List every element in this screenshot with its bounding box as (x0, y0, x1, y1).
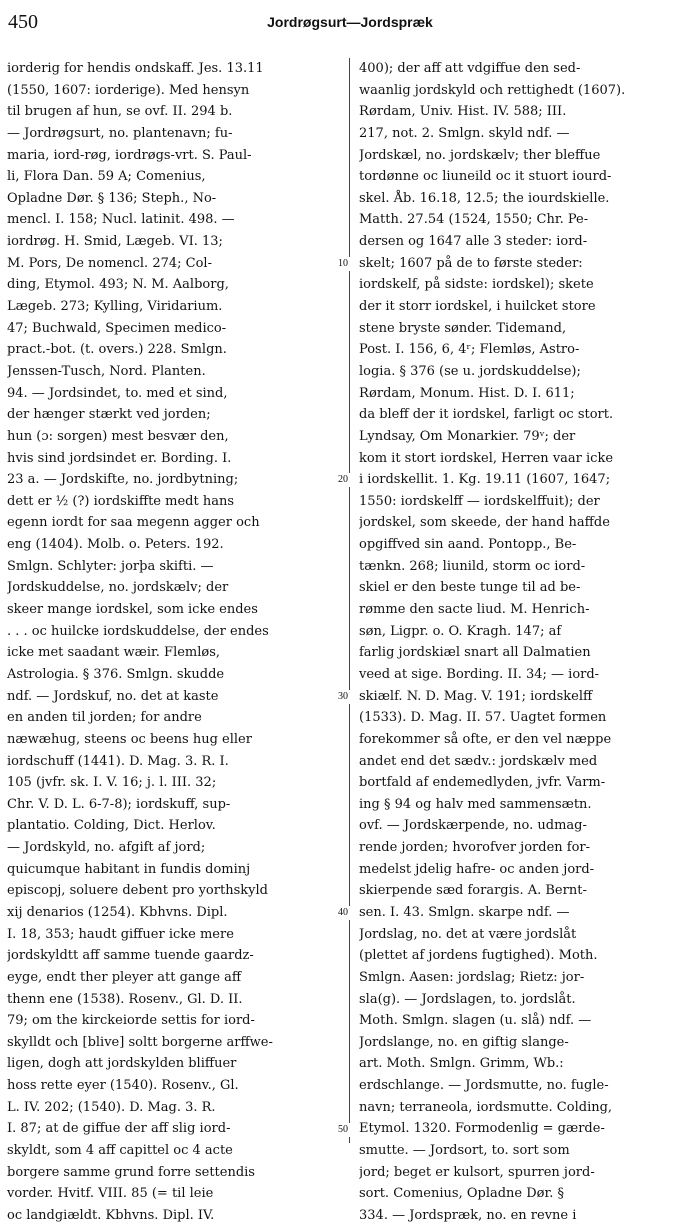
text-line: Moth. Smlgn. slagen (u. slå) ndf. — (359, 1013, 592, 1029)
text-line: hvis sind jordsindet er. Bording. I. (7, 450, 232, 466)
text-line: vorder. Hvitf. VIII. 85 (= til leie (7, 1186, 214, 1202)
text-line: iordschuff (1441). D. Mag. 3. R. I. (7, 753, 229, 769)
text-line: kom it stort iordskel, Herren vaar icke (359, 450, 614, 466)
text-line: waanlig jordskyld och rettighedt (1607). (359, 82, 626, 98)
text-line: li, Flora Dan. 59 A; Comenius, (7, 169, 206, 185)
text-line: egenn iordt for saa megenn agger och (7, 515, 260, 531)
page-header (8, 8, 692, 36)
text-line: Jordslange, no. en giftig slange- (359, 1034, 569, 1050)
text-line: Jordslag, no. det at være jordslåt (359, 926, 577, 942)
text-line: L. IV. 202; (1540). D. Mag. 3. R. (7, 1099, 216, 1115)
text-line: plantatio. Colding, Dict. Herlov. (7, 818, 216, 834)
text-line: Post. I. 156, 6, 4ʳ; Flemløs, Astro- (359, 342, 580, 358)
text-line: (1533). D. Mag. II. 57. Uagtet formen (359, 710, 607, 726)
text-line: næwæhug, steens oc beens hug eller (7, 731, 252, 747)
text-line: jordskyldtt aff samme tuende gaardz- (7, 948, 254, 964)
text-line: ovf. — Jordskærpende, no. udmag- (359, 818, 587, 834)
text-line: dersen og 1647 alle 3 steder: iord- (359, 234, 588, 250)
text-line: stene bryste sønder. Tidemand, (359, 320, 567, 336)
line-number: 10 (333, 257, 353, 271)
page-number: 450 (8, 11, 38, 33)
text-line: til brugen af hun, se ovf. II. 294 b. (7, 104, 233, 120)
text-line: Lægeb. 273; Kylling, Viridarium. (7, 299, 223, 315)
text-line: rende jorden; hvorofver jorden for- (359, 840, 591, 856)
text-line: sen. I. 43. Smlgn. skarpe ndf. — (359, 904, 570, 920)
text-line: sort. Comenius, Opladne Dør. § (359, 1186, 565, 1202)
text-line: — Jordrøgsurt, no. plantenavn; fu- (7, 125, 233, 141)
text-line: skiel er den beste tunge til ad be- (359, 580, 581, 596)
text-line: skeer mange iordskel, som icke endes (7, 602, 258, 618)
text-line: . . . oc huilcke iordskuddelse, der endes (7, 623, 269, 639)
text-line: smutte. — Jordsort, to. sort som (359, 1143, 570, 1159)
text-line: ding, Etymol. 493; N. M. Aalborg, (7, 277, 229, 293)
text-line: borgere samme grund forre settendis (7, 1164, 255, 1180)
line-number: 40 (333, 906, 353, 920)
text-line: eyge, endt ther pleyer att gange aff (7, 969, 242, 985)
text-line: opgiffved sin aand. Pontopp., Be- (359, 537, 577, 553)
text-line: medelst jdelig hafre- oc anden jord- (359, 861, 595, 877)
text-line: hoss rette eyer (1540). Rosenv., Gl. (7, 1078, 239, 1094)
text-line: skierpende sæd forargis. A. Bernt- (359, 883, 587, 899)
text-line: 217, not. 2. Smlgn. skyld ndf. — (359, 125, 570, 141)
text-line: iordskelf, på sidste: iordskel); skete (359, 277, 594, 293)
text-line: Smlgn. Aasen: jordslag; Rietz: jor- (359, 969, 585, 985)
text-line: Matth. 27.54 (1524, 1550; Chr. Pe- (359, 212, 589, 228)
text-line: eng (1404). Molb. o. Peters. 192. (7, 537, 224, 553)
text-line: søn, Ligpr. o. O. Kragh. 147; af (359, 623, 562, 639)
running-head: Jordrøgsurt—Jordspræk (267, 14, 433, 30)
text-line: art. Moth. Smlgn. Grimm, Wb.: (359, 1056, 564, 1072)
text-line: sla(g). — Jordslagen, to. jordslåt. (359, 991, 576, 1007)
text-line: Jenssen-Tusch, Nord. Planten. (7, 363, 206, 379)
text-line: Rørdam, Univ. Hist. IV. 588; III. (359, 104, 567, 120)
text-line: ndf. — Jordskuf, no. det at kaste (7, 688, 219, 704)
text-line: der hænger stærkt ved jorden; (7, 407, 211, 423)
text-line: 334. — Jordspræk, no. en revne i (359, 1207, 577, 1223)
text-line: mencl. I. 158; Nucl. latinit. 498. — (7, 212, 235, 228)
text-line: farlig jordskiæl snart all Dalmatien (359, 645, 591, 661)
text-line: i iordskellit. 1. Kg. 19.11 (1607, 1647; (359, 472, 611, 488)
text-line: der it storr iordskel, i huilcket store (359, 299, 596, 315)
text-line: iordrøg. H. Smid, Lægeb. VI. 13; (7, 234, 223, 250)
text-line: veed at sige. Bording. II. 34; — iord- (359, 666, 600, 682)
text-line: (1550, 1607: iorderige). Med hensyn (7, 82, 250, 98)
text-line: en anden til jorden; for andre (7, 710, 202, 726)
text-line: skel. Åb. 16.18, 12.5; the iourdskielle. (359, 190, 610, 206)
text-line: skyldt, som 4 aff capittel oc 4 acte (7, 1143, 233, 1159)
text-line: 400); der aff att vdgiffue den sed- (359, 61, 581, 76)
line-number: 20 (333, 473, 353, 487)
text-line: iorderig for hendis ondskaff. Jes. 13.11 (7, 61, 264, 76)
text-line: Etymol. 1320. Formodenlig = gærde- (359, 1121, 605, 1137)
text-line: Astrologia. § 376. Smlgn. skudde (7, 666, 225, 682)
text-line: Smlgn. Schlyter: jorþa skifti. — (7, 558, 214, 574)
text-line: episcopj, soluere debent pro yorthskyld (7, 883, 268, 899)
text-line: navn; terraneola, iordsmutte. Colding, (359, 1099, 613, 1115)
text-line: ing § 94 og halv med sammensætn. (359, 796, 592, 812)
text-line: Rørdam, Monum. Hist. D. I. 611; (359, 385, 575, 401)
text-line: rømme den sacte liud. M. Henrich- (359, 602, 590, 618)
text-line: skiælf. N. D. Mag. V. 191; iordskelff (359, 688, 593, 704)
text-line: I. 18, 353; haudt giffuer icke mere (7, 926, 234, 942)
text-line: skelt; 1607 på de to første steder: (359, 255, 583, 271)
text-line: logia. § 376 (se u. jordskuddelse); (359, 363, 581, 379)
text-line: jordskel, som skeede, der hand haffde (359, 515, 610, 531)
text-line: skylldt och [blive] soltt borgerne arffwe- (7, 1034, 273, 1050)
text-line: Jordskuddelse, no. jordskælv; der (7, 580, 229, 596)
text-line: ligen, dogh att jordskylden bliffuer (7, 1056, 237, 1072)
text-line: andet end det sædv.: jordskælv med (359, 753, 598, 769)
text-line: icke met saadant wæir. Flemløs, (7, 645, 221, 661)
text-line: hun (ɔ: sorgen) mest besvær den, (7, 428, 229, 444)
text-line: Chr. V. D. L. 6-7-8); iordskuff, sup- (7, 796, 231, 812)
line-number: 30 (333, 690, 353, 704)
text-line: da bleff der it iordskel, farligt oc stort. (359, 407, 614, 423)
text-line: tordønne oc liuneild oc it stuort iourd- (359, 169, 612, 185)
text-line: — Jordskyld, no. afgift af jord; (7, 840, 206, 856)
text-line: 79; om the kirckeiorde settis for iord- (7, 1013, 255, 1029)
text-line: pract.-bot. (t. overs.) 228. Smlgn. (7, 342, 227, 358)
text-line: xij denarios (1254). Kbhvns. Dipl. (7, 904, 228, 920)
text-line: 47; Buchwald, Specimen medico- (7, 320, 227, 336)
text-line: 94. — Jordsindet, to. med et sind, (7, 385, 228, 401)
text-line: Jordskæl, no. jordskælv; ther bleffue (359, 147, 601, 163)
text-line: 23 a. — Jordskifte, no. jordbytning; (7, 472, 239, 488)
line-number: 50 (333, 1123, 353, 1137)
text-line: Opladne Dør. § 136; Steph., No- (7, 190, 217, 206)
text-line: erdschlange. — Jordsmutte, no. fugle- (359, 1078, 609, 1094)
text-line: quicumque habitant in fundis dominj (7, 861, 251, 877)
text-line: (plettet af jordens fugtighed). Moth. (359, 948, 598, 964)
right-column (359, 58, 695, 1227)
text-line: maria, iord-røg, iordrøgs-vrt. S. Paul- (7, 147, 252, 163)
text-line: jord; beget er kulsort, spurren jord- (359, 1164, 595, 1180)
text-line: dett er ½ (?) iordskiffte medt hans (7, 493, 234, 509)
text-line: forekommer så ofte, er den vel næppe (359, 731, 612, 747)
text-line: M. Pors, De nomencl. 274; Col- (7, 255, 212, 271)
left-column (7, 58, 341, 1227)
text-line: thenn ene (1538). Rosenv., Gl. D. II. (7, 991, 243, 1007)
column-divider (349, 58, 350, 1143)
text-line: oc landgiældt. Kbhvns. Dipl. IV. (7, 1207, 215, 1223)
text-line: bortfald af endemedlyden, jvfr. Varm- (359, 775, 606, 791)
text-line: Lyndsay, Om Monarkier. 79ᵛ; der (359, 428, 576, 444)
text-line: 1550: iordskelff — iordskelffuit); der (359, 493, 600, 509)
text-line: tænkn. 268; liunild, storm oc iord- (359, 558, 586, 574)
text-line: 105 (jvfr. sk. I. V. 16; j. l. III. 32; (7, 775, 217, 791)
text-line: I. 87; at de giffue der aff slig iord- (7, 1121, 231, 1137)
